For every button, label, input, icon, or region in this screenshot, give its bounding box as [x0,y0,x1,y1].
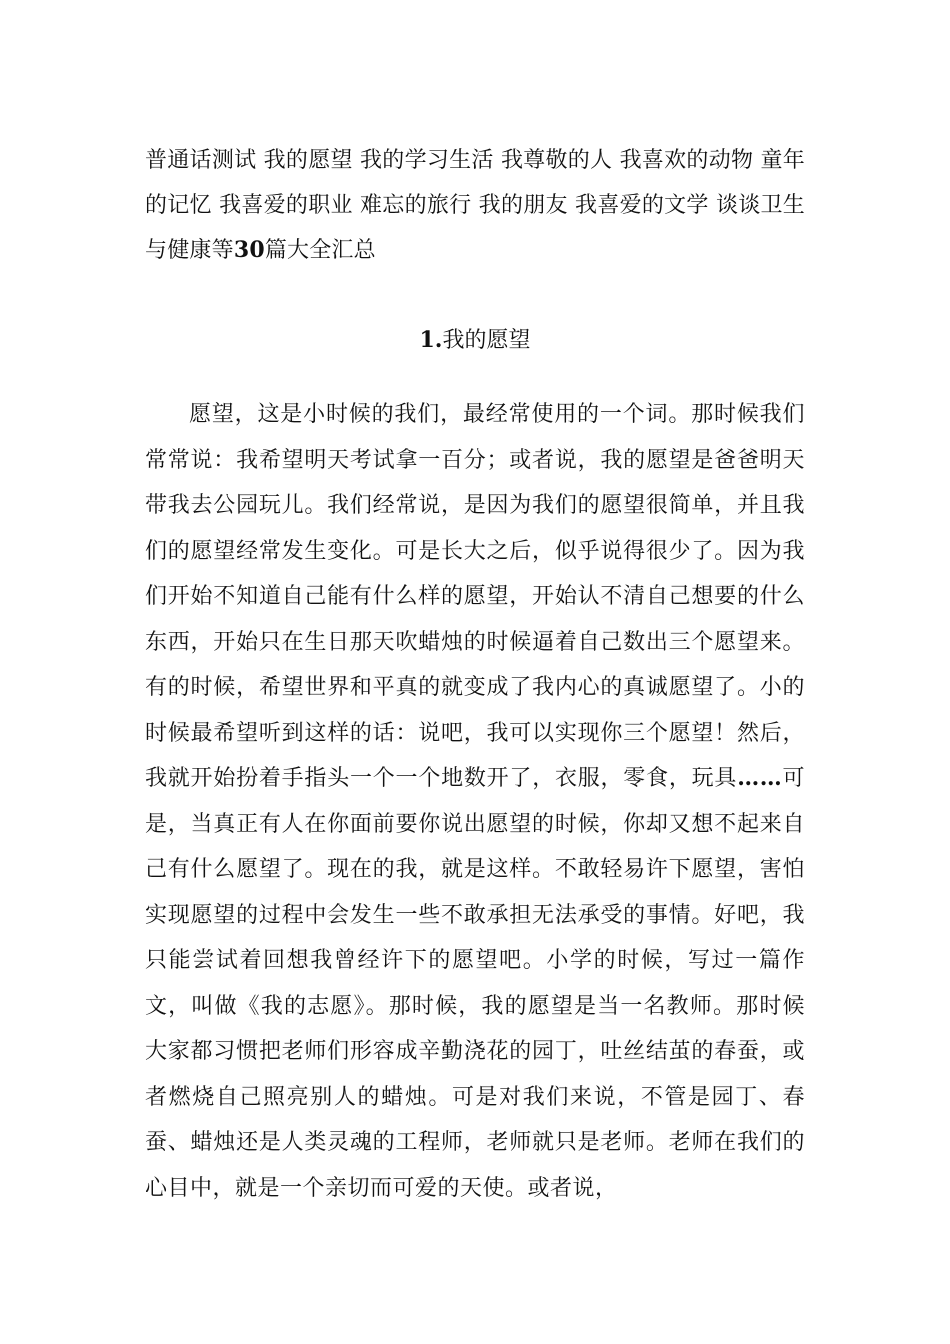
title-text: 普通话测试 我的愿望 我的学习生活 我尊敬的人 我喜欢的动物 童年的记忆 我喜爱的职业 难忘的旅行 我的朋友 我喜爱的文学 谈谈卫生与健康等 [145,148,805,263]
paragraph-text-part2: 可是，当真正有人在你面前要你说出愿望的时候，你却又想不起来自己有什么愿望了。现在的我，就是这样。不敢轻易许下愿望，害怕实现愿望的过程中会发生一些不敢承担无法承受的事情。好吧，我只能尝试着回想我曾经许下的愿望吧。小学的时候，写过一篇作文，叫做《我的志愿》。那时候，我的愿望是当一名教师。那时候大家都习惯把老师们形容成辛勤浇花的园丁，吐丝结茧的春蚕，或者燃烧自己照亮别人的蜡烛。可是对我们来说，不管是园丁、春蚕、蜡烛还是人类灵魂的工程师，老师就只是老师。老师在我们的心目中，就是一个亲切而可爱的天使。或者说， [145,766,805,1201]
section-heading [145,318,805,363]
document-title [145,138,805,273]
document-content [145,138,805,1211]
paragraph-ellipsis: …… [737,765,783,791]
title-number: 30 [233,237,265,263]
body-paragraph [145,392,805,1211]
section-title: 我的愿望 [442,328,531,353]
paragraph-text-part1: 愿望，这是小时候的我们，最经常使用的一个词。那时候我们常常说：我希望明天考试拿一百分；或者说，我的愿望是爸爸明天带我去公园玩儿。我们经常说，是因为我们的愿望很简单，并且我们的愿望经常发生变化。可是长大之后，似乎说得很少了。因为我们开始不知道自己能有什么样的愿望，开始认不清自己想要的什么东西，开始只在生日那天吹蜡烛的时候逼着自己数出三个愿望来。有的时候，希望世界和平真的就变成了我内心的真诚愿望了。小的时候最希望听到这样的话：说吧，我可以实现你三个愿望！然后，我就开始扮着手指头一个一个地数开了，衣服，零食，玩具 [145,402,805,791]
title-suffix: 篇大全汇总 [264,238,376,263]
section-number: 1. [419,327,443,353]
